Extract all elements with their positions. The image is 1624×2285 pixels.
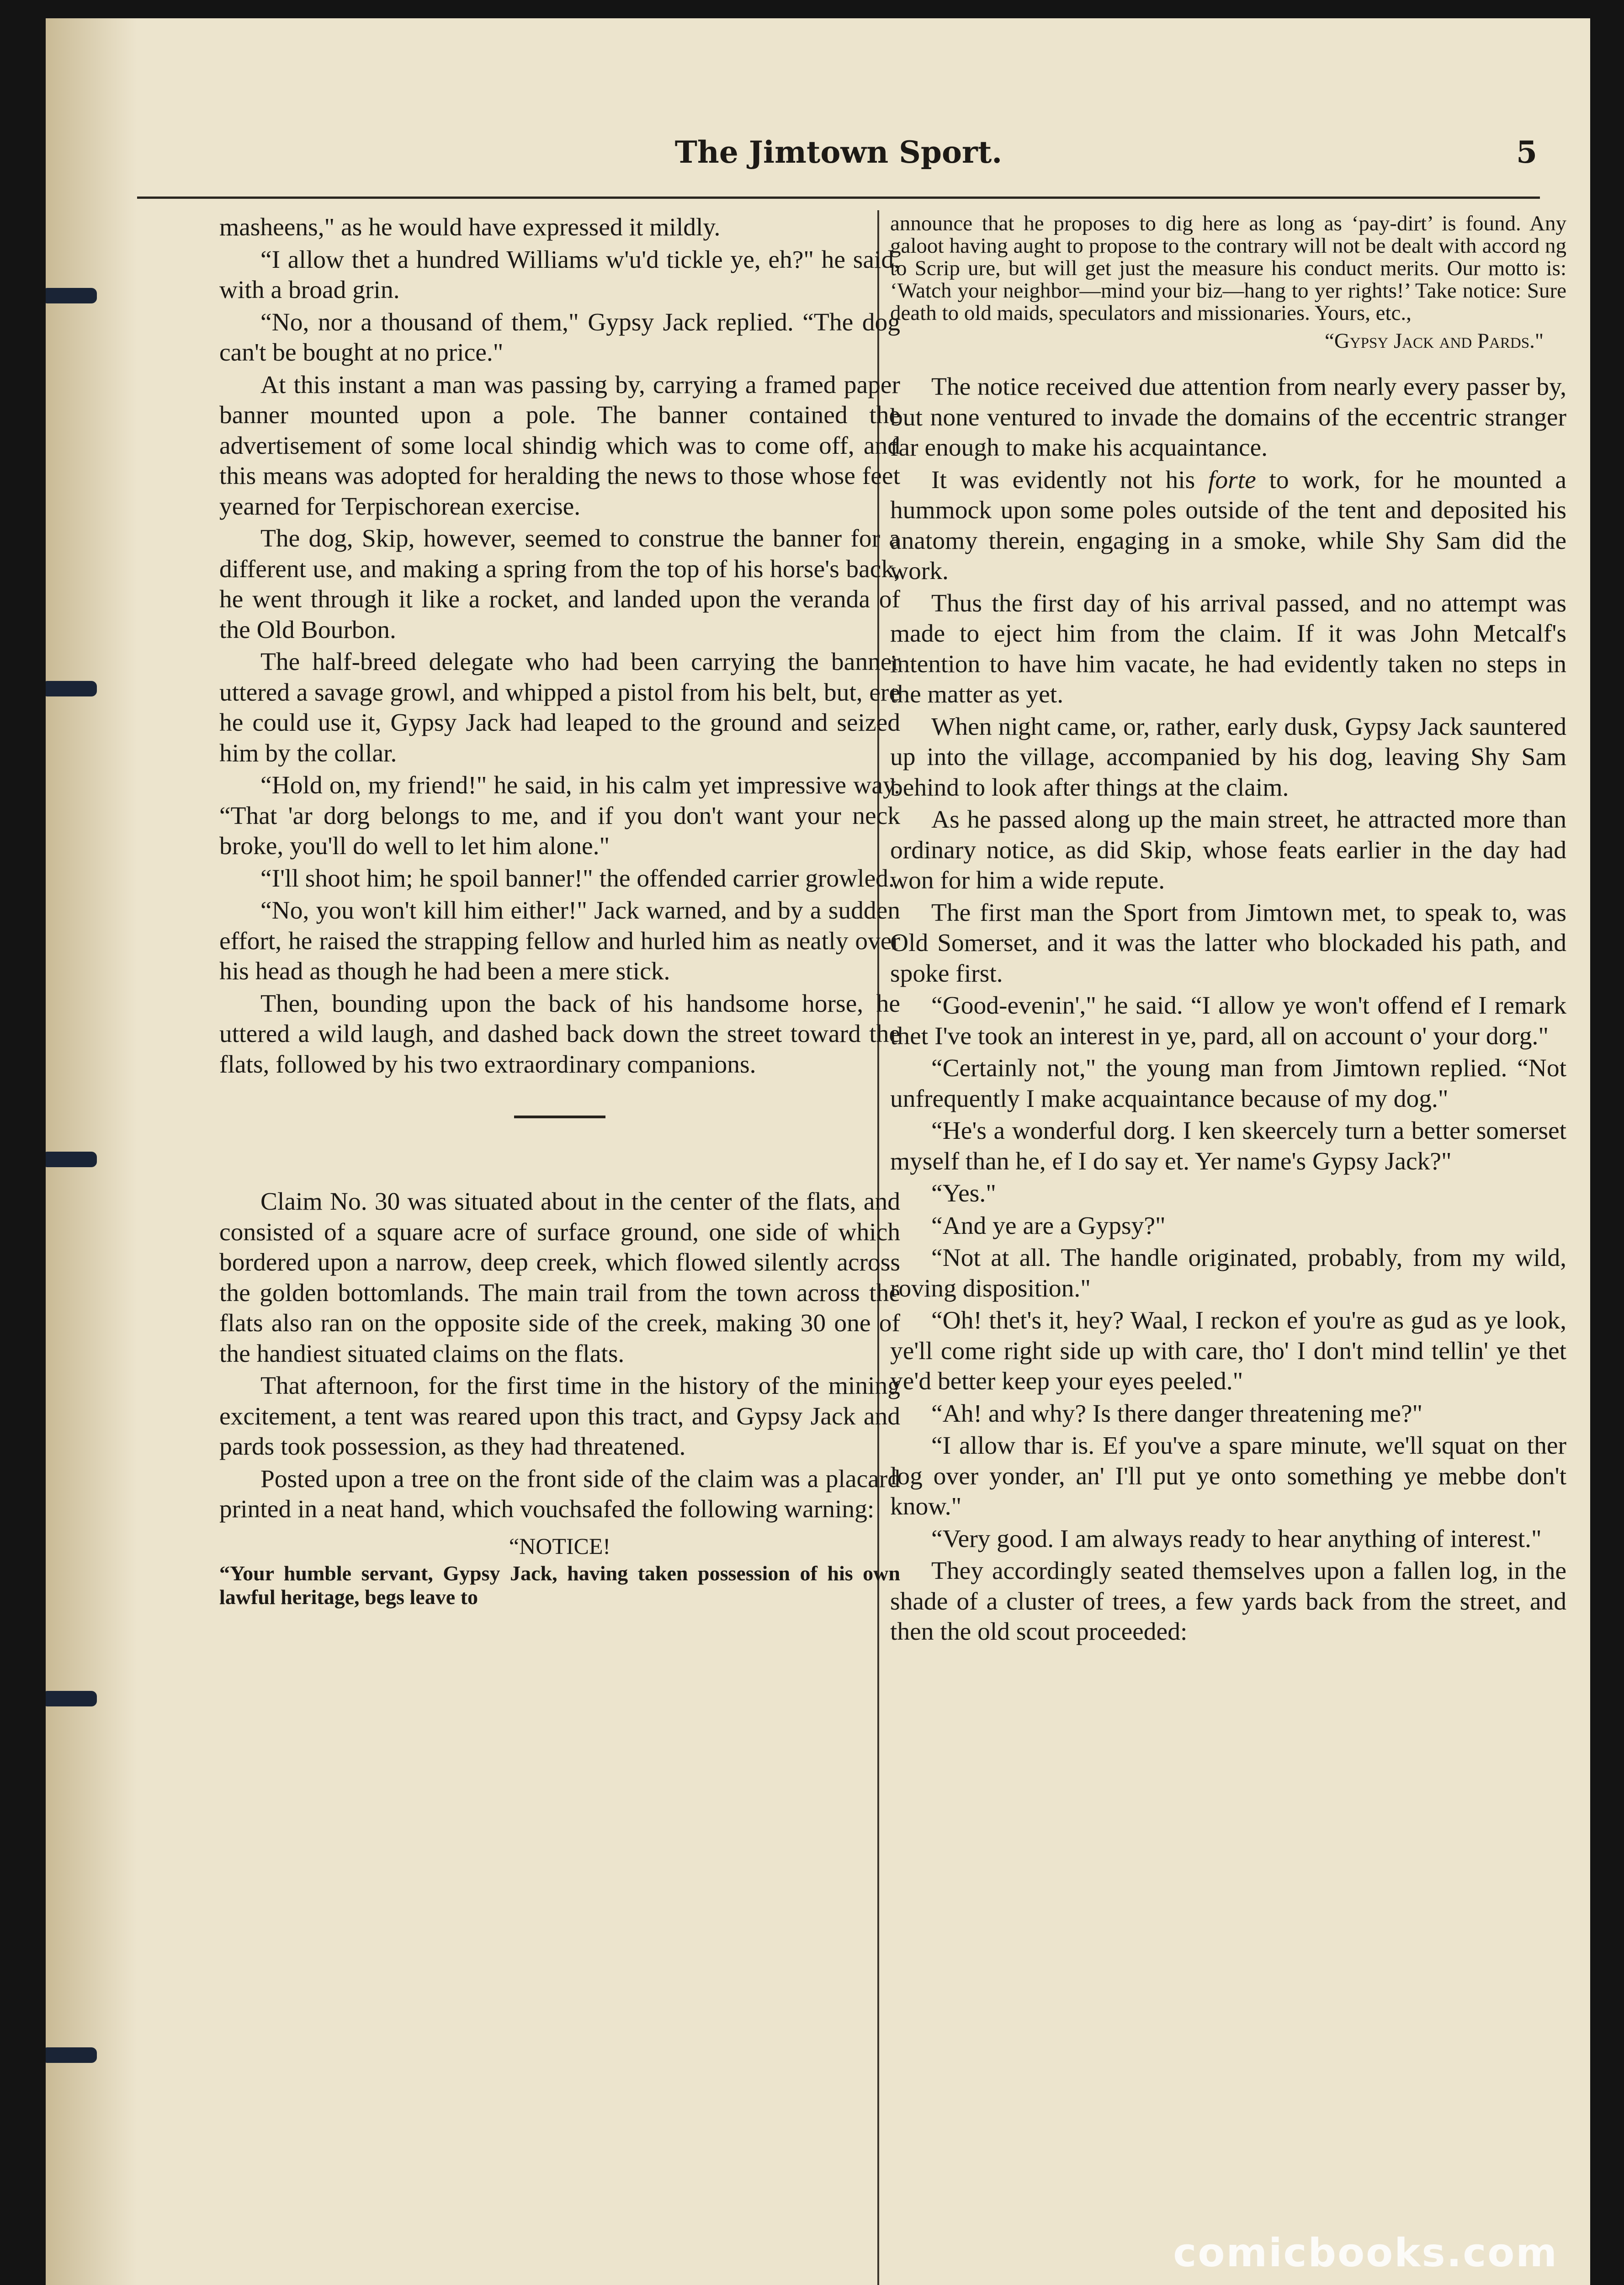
paragraph: “He's a wonderful dorg. I ken skeercely turn a better somerset myself than he, ef I do say et. Yer name's Gypsy Jack?"	[890, 1117, 1566, 1175]
binding-stitch	[46, 288, 97, 303]
paragraph: “I allow thet a hundred Williams w'u'd tickle ye, eh?" he said, with a broad grin.	[219, 245, 900, 304]
paragraph: “And ye are a Gypsy?"	[931, 1212, 1166, 1240]
left-column	[219, 213, 900, 1611]
notice-text: “Your humble servant, Gypsy Jack, having taken possession of his own lawful heritage, begs leave to	[219, 1561, 900, 1609]
paragraph: The half-breed delegate who had been carrying the banner uttered a savage growl, and whipped a pistol from his belt, but, ere he could use it, Gypsy Jack had leaped to the ground and seized him by the collar.	[219, 648, 900, 767]
paragraph: When night came, or, rather, early dusk, Gypsy Jack sauntered up into the village, accompanied by his dog, leaving Shy Sam behind to look after things at the claim.	[890, 712, 1566, 802]
binding-stitch	[46, 2047, 97, 2063]
page-header	[137, 114, 1540, 199]
paragraph: At this instant a man was passing by, carrying a framed paper banner mounted upon a pole. The banner contained the advertisement of some local shindig which was to come off, and this means was adopted for heralding the news to those whose feet yearned for Terpischorean exercise.	[219, 371, 900, 521]
watermark: comicbooks.com	[1173, 2230, 1558, 2276]
notice-signature: “Gypsy Jack and Pards."	[1325, 329, 1544, 353]
paragraph: “Very good. I am always ready to hear anything of interest."	[931, 1525, 1542, 1553]
page-number: 5	[1516, 134, 1537, 170]
binding-stitch	[46, 1691, 97, 1706]
paragraph: Then, bounding upon the back of his handsome horse, he uttered a wild laugh, and dashed back down the street toward the flats, followed by his two extraordinary companions.	[219, 989, 900, 1079]
paragraph: Claim No. 30 was situated about in the center of the flats, and consisted of a square acre of surface ground, one side of which bordered upon a narrow, deep creek, which flowed silently across the golden bottomlands. The main trail from the town across the flats also ran on the opposite side of the creek, making 30 one of the handiest situated claims on the flats.	[219, 1188, 900, 1368]
paragraph: Thus the first day of his arrival passed, and no attempt was made to eject him from the claim. If it was John Metcalf's intention to have him vacate, he had evidently taken no steps in the matter as yet.	[890, 589, 1566, 708]
notice-heading: “NOTICE!	[509, 1533, 611, 1559]
paragraph: They accordingly seated themselves upon a fallen log, in the shade of a cluster of trees, a few yards back from the street, and then the old scout proceeded:	[890, 1557, 1566, 1646]
binding-stitch	[46, 1152, 97, 1167]
paragraph: The dog, Skip, however, seemed to construe the banner for a different use, and making a spring from the top of his horse's back, he went through it like a rocket, and landed upon the veranda of the Old Bourbon.	[219, 525, 900, 644]
paragraph: “I allow thar is. Ef you've a spare minute, we'll squat on ther log over yonder, an' I'll put ye onto something ye mebbe don't know."	[890, 1432, 1566, 1520]
paragraph	[890, 465, 1566, 587]
notice-text-continued: announce that he proposes to dig here as long as ‘pay-dirt’ is found. Any galoot having aught to propose to the contrary will not be dealt with accord ng to Scrip ure, but will get just the measure his conduct merits. Our motto is: ‘Watch your neighbor—mind your biz—hang to yer rights!’ Take notice: Sure death to old maids, speculators and missionaries. Yours, etc.,	[890, 212, 1566, 325]
text-run: to work, for he mounted a hummock upon some poles outside of the tent and deposited his anatomy therein, engaging in a smoke, while Shy Sam did the work.	[890, 466, 1566, 585]
section-divider	[514, 1116, 605, 1118]
italic-word: forte	[1208, 466, 1256, 494]
paragraph: As he passed along up the main street, he attracted more than ordinary notice, as did Skip, whose feats earlier in the day had won for him a wide repute.	[890, 806, 1566, 894]
paragraph: masheens," as he would have expressed it mildly.	[219, 213, 721, 241]
right-column	[890, 213, 1566, 1649]
paragraph: “Good-evenin'," he said. “I allow ye won't offend ef I remark thet I've took an interest in ye, pard, all on account o' your dorg."	[890, 992, 1566, 1050]
paragraph: Posted upon a tree on the front side of the claim was a placard printed in a neat hand, which vouchsafed the following warning:	[219, 1465, 900, 1523]
paragraph: “No, you won't kill him either!" Jack warned, and by a sudden effort, he raised the strapping fellow and hurled him as neatly over his head as though he had been a mere stick.	[219, 897, 900, 985]
paragraph: “Yes."	[931, 1180, 996, 1207]
magazine-page	[46, 18, 1590, 2285]
running-title: The Jimtown Sport.	[674, 134, 1003, 170]
paragraph: “Certainly not," the young man from Jimtown replied. “Not unfrequently I make acquaintance because of my dog."	[890, 1054, 1566, 1113]
paragraph: “Not at all. The handle originated, probably, from my wild, roving disposition."	[890, 1244, 1566, 1302]
paragraph: “Ah! and why? Is there danger threatening me?"	[931, 1399, 1423, 1428]
paragraph: “No, nor a thousand of them," Gypsy Jack replied. “The dog can't be bought at no price."	[219, 308, 900, 367]
text-run: It was evidently not his	[931, 466, 1208, 494]
binding-stitch	[46, 681, 97, 696]
paragraph: “Hold on, my friend!" he said, in his calm yet impressive way. “That 'ar dorg belongs to me, and if you don't want your neck broke, you'll do well to let him alone."	[219, 771, 900, 860]
paragraph: “Oh! thet's it, hey? Waal, I reckon ef you're as gud as ye look, ye'll come right side up with care, tho' I don't mind tellin' ye thet ye'd better keep your eyes peeled."	[890, 1307, 1566, 1395]
paragraph: “I'll shoot him; he spoil banner!" the offended carrier growled.	[260, 864, 895, 893]
paragraph: The first man the Sport from Jimtown met, to speak to, was Old Somerset, and it was the latter who blockaded his path, and spoke first.	[890, 898, 1566, 988]
paragraph: The notice received due attention from nearly every passer by, but none ventured to invade the domains of the eccentric stranger far enough to make his acquaintance.	[890, 373, 1566, 462]
paragraph: That afternoon, for the first time in the history of the mining excitement, a tent was reared upon this tract, and Gypsy Jack and pards took possession, as they had threatened.	[219, 1372, 900, 1461]
